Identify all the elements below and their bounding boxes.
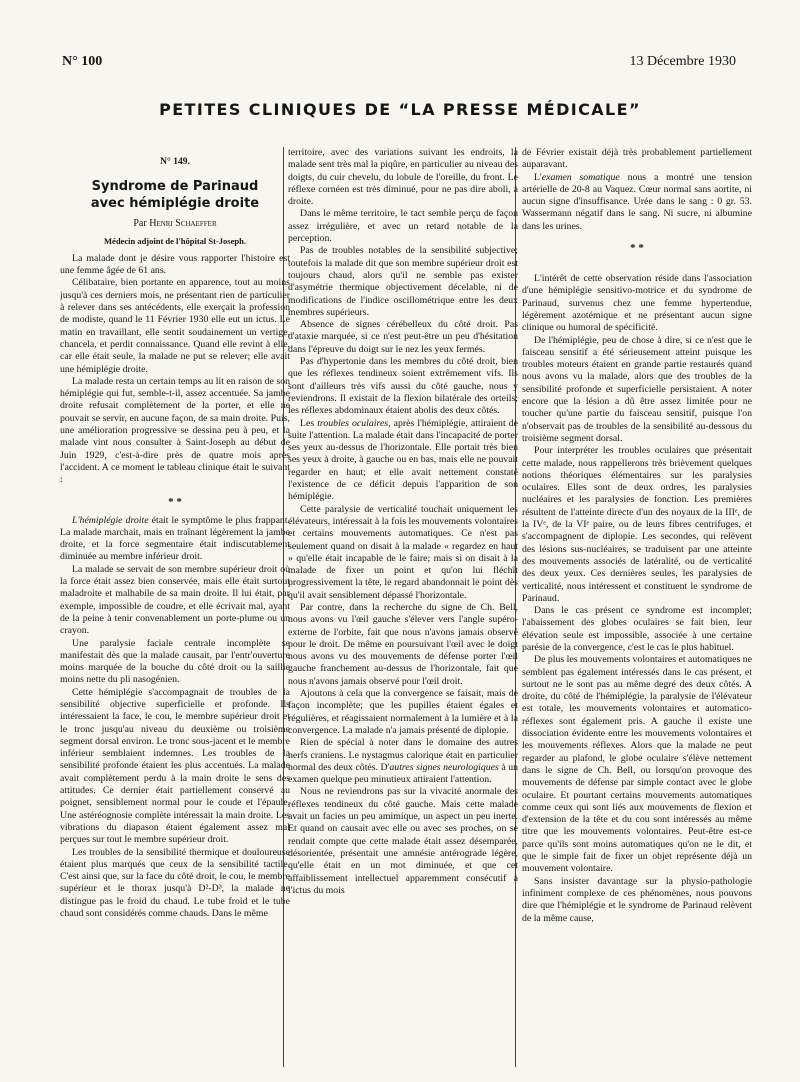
issue-date: 13 Décembre 1930 <box>629 54 736 69</box>
paragraph: De l'hémiplégie, peu de chose à dire, si ce n'est que le faisceau sensitif a été sérieusement atteint puisque les troubles moteurs étaient en grande partie restaurés quand nous avons vu la malade, alors que des troubles de la sensibilité profonde et superficielle persistaient. A noter encore que la lésion a dû être assez limitée pour ne toucher qu'une partie du faisceau sensitif, puisque l'on n'observait pas de troubles de la sensibilité au-dessous du troisième segment dorsal. <box>522 334 752 444</box>
emphasis: examen somatique <box>541 171 620 183</box>
paragraph: territoire, avec des variations suivant les endroits, la malade sent très mal la piqûre, en particulier au niveau des doigts, du cuir chevelu, du lobule de l'oreille, du front. Le réflexe cornéen est très diminué, pour ne pas dire aboli, à droite. <box>288 147 518 208</box>
paragraph: Pour interpréter les troubles oculaires que présentait cette malade, nous rappellerons très brièvement quelques notions théoriques élémentaires sur les paralysies oculaires. Elles sont de deux ordres, les paralysies nucléaires et les paralysies de fonction. Les premières résultent de l'atteinte directe d'un des noyaux de la IIIᵉ, de la IVᵉ, de la VIᵉ paire, ou de leurs fibres centrifuges, et s'accompagnent de diplopie. Les secondes, qui relèvent des lésions sus-nucléaires, se traduisent par une atteinte des mouvements associés de latéralité, ou de verticalité des deux yeux. Ces dernières seules, les paralysies de verticalité, nous intéressent et constituent le syndrome de Parinaud. <box>522 445 752 604</box>
paragraph: La malade dont je désire vous rapporter l'histoire est une femme âgée de 61 ans. <box>60 252 290 277</box>
section-separator: * * <box>630 242 644 255</box>
byline <box>60 218 290 230</box>
paragraph: De plus les mouvements volontaires et automatiques ne semblent pas également intéressés dans le cas présent, et surtout ne le sont pas au même degré des deux côtés. A droite, du côté de l'hémiplégie, la paralysie de l'élévateur est totale, les mouvements volontaires et automatico-réflexes sont également pris. A gauche il existe une dissociation évidente entre les mouvements volontaires et les mouvements réflexes. Alors que la malade ne peut regarder au plafond, le globe oculaire s'élève nettement dans le signe de Ch. Bell, ou lorsqu'on provoque des mouvements de défense par simple contact avec le globe oculaire. Et pourtant certains mouvements automatiques comme ceux qui sont liés aux mouvements de flexion et d'extension de la tête et du cou sont intéressés au même titre que les mouvements volontaires. Peut-être est-ce parce qu'ils sont moins automatiques qu'on ne le dit, et que le simple fait de fixer un objet représente déjà un mouvement volontaire. <box>522 654 752 875</box>
paragraph: Cette hémiplégie s'accompagnait de troubles de la sensibilité objective superficielle et profonde. Ils intéressaient la face, le cou, le membre supérieur droit et le tronc jusqu'au niveau du deuxième ou troisième segment dorsal environ. Le tronc sous-jacent et le membre inférieur semblaient indemnes. Les troubles de la sensibilité profonde étaient les plus accentués. La malade avait complètement perdu à la main droite le sens des attitudes. Ce dernier était partiellement conservé au poignet, sensiblement normal pour le coude et l'épaule. Une astéréognosie complète intéressait la main droite. Les vibrations du diapason étaient également assez mal perçues sur tout le membre supérieur droit. <box>60 686 290 846</box>
paragraph: Rien de spécial à noter dans le domaine des autres nerfs craniens. Le nystagmus calorique était en particulier normal des deux côtés. D'autres signes neurologiques à un examen quelque peu minutieux attiraient l'attention. <box>288 737 518 786</box>
paragraph: L'examen somatique nous a montré une tension artérielle de 20-8 au Vaquez. Cœur normal sans aortite, ni aucun signe d'insuffisance. Urée dans le sang : 0 gr. 53. Wassermann négatif dans le sang. Ni sucre, ni albumine dans les urines. <box>522 171 752 232</box>
paragraph: La malade resta un certain temps au lit en raison de son hémiplégie qui fut, semble-t-il, assez accentuée. Sa jambe droite refusait complètement de la porter, et elle ne pouvait se servir, en aucune façon, de sa main droite. Puis, une amélioration progressive se dessina peu à peu, et la malade vint nous consulter à Saint-Joseph au début de Juin 1929, c'est-à-dire près de quatre mois après l'accident. A ce moment le tableau clinique était le suivant : <box>60 375 290 486</box>
section-separator: * * <box>168 495 182 508</box>
paragraph: Sans insister davantage sur la physio-pathologie infiniment complexe de ces phénomènes, nous pouvons dire que l'hémiplégie et le syndrome de Parinaud relèvent de la même cause, <box>522 875 752 924</box>
paragraph: Dans le cas présent ce syndrome est incomplet; l'abaissement des globes oculaires se fait bien, leur élévation seule est impossible, associée à une certaine parésie de la convergence, c'est le cas le plus habituel. <box>522 605 752 653</box>
emphasis: autres signes neurologiques <box>389 761 499 773</box>
paragraph: Célibataire, bien portante en apparence, tout au moins jusqu'à ces derniers mois, ne présentant rien de particulier à relever dans ses antécédents, elle exerçait la profession de modiste, quand le 11 Février 1930 elle eut un ictus. Le matin en travaillant, elle sentit soudainement un vertige, chancela, et perdit connaissance. Quand elle revint à elle, car elle était seule, la malade ne put se relever; elle avait une hémiplégie droite. <box>60 277 290 375</box>
paragraph: Pas d'hypertonie dans les membres du côté droit, bien que les réflexes tendineux soient extrêmement vifs. Ils sont d'ailleurs très vifs aussi du côté gauche, nous y reviendrons. Il existait de la flexion bilatérale des orteils; les réflexes abdominaux étaient abolis des deux côtés. <box>288 356 518 417</box>
paragraph: Absence de signes cérébelleux du côté droit. Pas d'ataxie marquée, si ce n'est peut-être un peu d'hésitation dans l'épreuve du doigt sur le nez les yeux fermés. <box>288 319 518 355</box>
article-title <box>60 178 290 212</box>
paragraph: de Février existait déjà très probablement partiellement auparavant. <box>522 147 752 171</box>
author-name: Henri Schaeffer <box>149 218 217 230</box>
paragraph: Ajoutons à cela que la convergence se faisait, mais de façon incomplète; que les pupilles étaient égales et régulières, et réagissaient normalement à la lumière et à la convergence. La malade n'a jamais présenté de diplopie. <box>288 688 518 736</box>
author-affiliation: Médecin adjoint de l'hôpital St-Joseph. <box>104 235 246 246</box>
paragraph: Les troubles de la sensibilité thermique et douloureuse étaient plus marqués que ceux de la sensibilité tactile. C'est ainsi que, sur la face du côté droit, le cou, le membre supérieur et le thorax jusqu'à D²-D³, la malade ne distingue pas le froid du chaud. Le tube froid et le tube chaud sont considérés comme chauds. Dans le même <box>60 846 290 920</box>
paragraph: L'intérêt de cette observation réside dans l'association d'une hémiplégie sensitivo-motrice et du syndrome de Parinaud, survenus chez une femme hypertendue, légèrement azotémique et ne présentant aucun signe clinique ou humoral de spécificité. <box>522 273 752 334</box>
paragraph: Par contre, dans la recherche du signe de Ch. Bell, nous avons vu l'œil gauche s'élever vers l'angle supéro-externe de l'orbite, fait que nous n'avons jamais observé pour le droit. De même en poursuivant l'œil avec le doigt nous avons vu des mouvements de défense porter l'œil gauche franchement au-dessus de l'horizontale, fait que nous n'avons jamais observé pour l'œil droit. <box>288 601 518 687</box>
article-title-line-1: Syndrome de Parinaud <box>91 179 259 195</box>
paragraph: Nous ne reviendrons pas sur la vivacité anormale des réflexes tendineux du côté gauche. Mais cette malade avait un facies un peu amimique, un aspect un peu inerte. Et quand on causait avec elle ou avec ses proches, on se rendait compte que cette malade était assez désemparée, désorientée, présentait une amnésie antérograde légère, qu'elle était en un mot diminuée, et que cet affaiblissement intellectuel apparemment consécutif à l'ictus du mois <box>288 786 518 896</box>
emphasis: troubles oculaires <box>317 417 389 429</box>
section-masthead: PETITES CLINIQUES DE “LA PRESSE MÉDICALE” <box>159 100 641 119</box>
paragraph: Les troubles oculaires, après l'hémiplégie, attiraient de suite l'attention. La malade était dans l'incapacité de porter ses yeux au-dessus de l'horizontale. Elle portait très bien ses yeux à droite, à gauche ou en bas, mais elle ne pouvait regarder en haut; et elle avait nettement constaté l'existence de ce déficit depuis l'apparition de son hémiplégie. <box>288 417 518 503</box>
paragraph: L'hémiplégie droite était le symptôme le plus frappant. La malade marchait, mais en traînant légèrement la jambe droite, et la force segmentaire était indiscutablement diminuée au membre inférieur droit. <box>60 514 290 563</box>
text-column-1 <box>60 147 290 1067</box>
text-column-2 <box>288 147 518 1067</box>
article-number: N° 149. <box>160 157 190 167</box>
paragraph: Pas de troubles notables de la sensibilité subjective; toutefois la malade dit que son membre supérieur droit est toujours chaud, alors qu'il ne semble pas exister d'asymétrie thermique objectivement décelable, ni de modifications de l'indice oscillométrique entre les deux membres supérieurs. <box>288 245 518 318</box>
paragraph: La malade se servait de son membre supérieur droit où la force était assez bien conservée, mais elle était surtout maladroite et malhabile de sa main droite. Il lui était, par exemple, impossible de coudre, et elle écrivait mal, ayant de la peine à tenir convenablement un porte-plume ou un crayon. <box>60 563 290 637</box>
issue-number: N° 100 <box>62 54 103 69</box>
text-column-3 <box>522 147 752 1067</box>
article-title-line-2: avec hémiplégie droite <box>90 196 260 212</box>
byline-prefix: Par <box>133 218 147 230</box>
paragraph: Une paralysie faciale centrale incomplète se manifestait dès que la malade causait, par l'entr'ouverture moins marquée de la bouche du côté droit ou la saillie moins nette du pli nasogénien. <box>60 637 290 686</box>
paragraph: Dans le même territoire, le tact semble perçu de façon assez irrégulière, et avec un retard notable de la perception. <box>288 208 518 245</box>
emphasis: L'hémiplégie droite <box>72 514 149 526</box>
paragraph: Cette paralysie de verticalité touchait uniquement les élévateurs, intéressait à la fois les mouvements volontaires et certains mouvements automatiques. Ce n'est pas seulement quand on disait à la malade « regardez en haut » qu'elle était incapable de le faire; mais si on disait à la malade de fixer un point et qu'on lui fléchît progressivement la tête, le regard abandonnait le point dès qu'il avait sensiblement dépassé l'horizontale. <box>288 503 518 601</box>
